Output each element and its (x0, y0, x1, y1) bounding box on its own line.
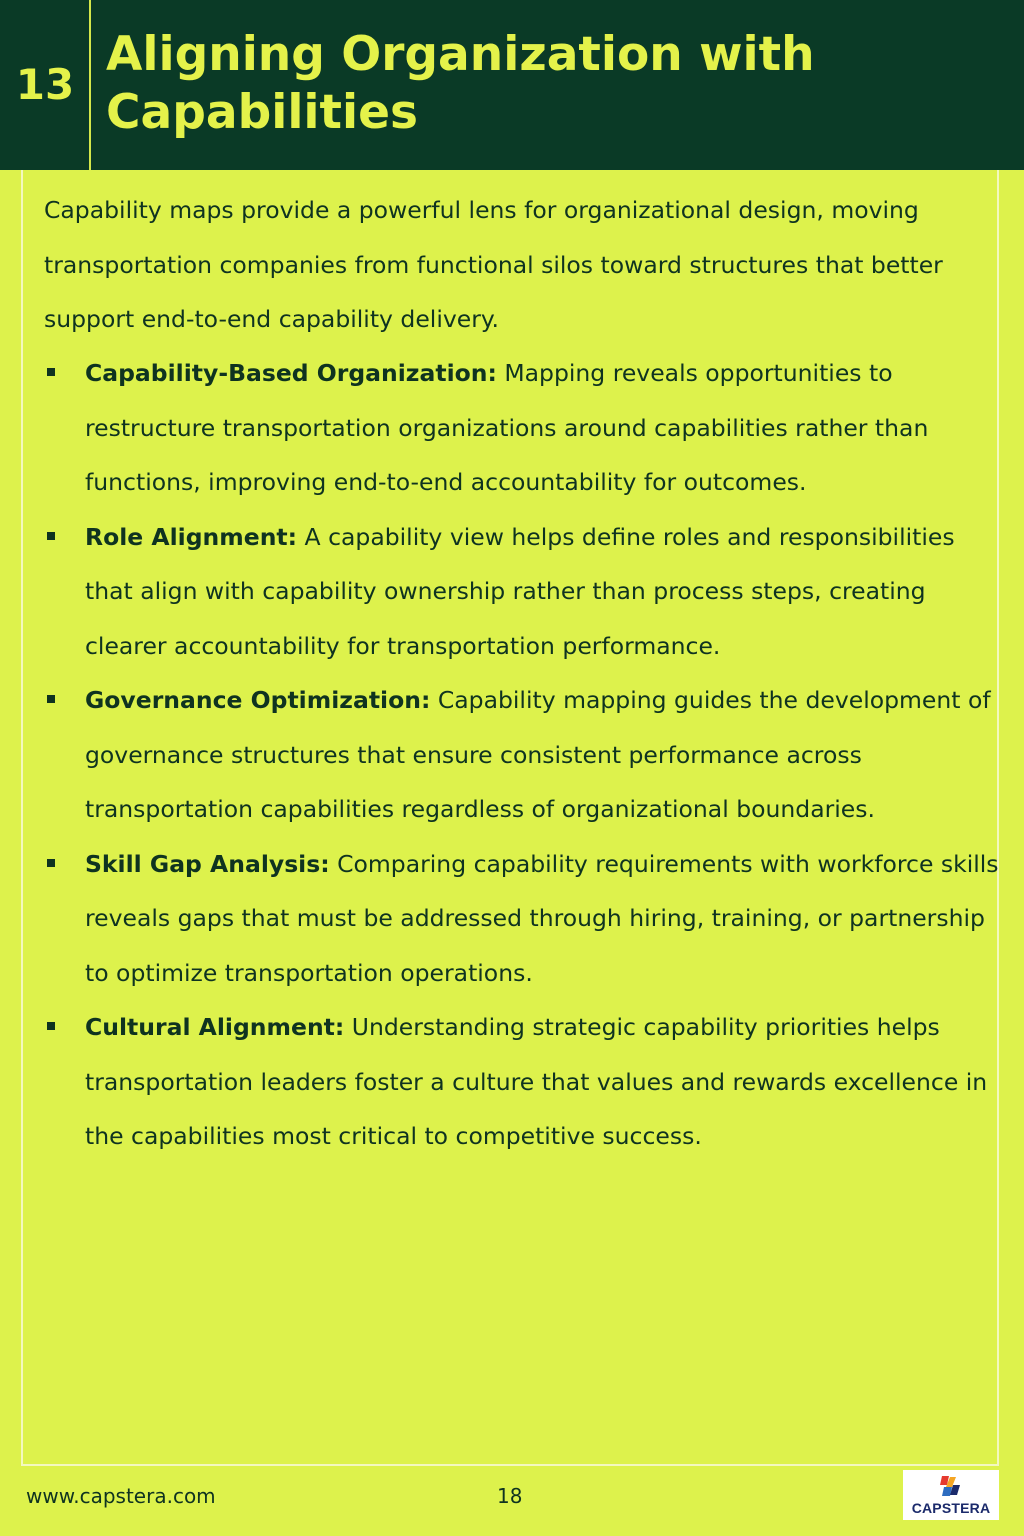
square-bullet-icon (47, 532, 55, 540)
bullet-title: Governance Optimization: (85, 686, 431, 714)
header-divider (89, 0, 91, 170)
page-title (106, 26, 1006, 142)
logo-text: CAPSTERA (911, 1500, 991, 1516)
title-line-2: Capabilities (106, 85, 418, 140)
square-bullet-icon (47, 859, 55, 867)
chapter-number: 13 (15, 60, 75, 109)
page-header (0, 0, 1024, 170)
list-item (44, 346, 999, 510)
capstera-logo-icon (938, 1473, 964, 1499)
bullet-title: Capability-Based Organization: (85, 359, 497, 387)
bullet-text: Mapping reveals opportunities to restructure transportation organizations around capabilities rather than functions, improving end-to-end accountability for outcomes. (85, 359, 929, 496)
list-item (44, 837, 999, 1001)
square-bullet-icon (47, 1022, 55, 1030)
bullet-text: Understanding strategic capability priorities helps transportation leaders foster a culture that values and rewards excellence in the capabilities most critical to competitive success. (85, 1013, 988, 1150)
square-bullet-icon (47, 368, 55, 376)
list-item (44, 510, 999, 674)
bullet-text: A capability view helps define roles and responsibilities that align with capability ownership rather than process steps, creating clearer accountability for transportation performance. (85, 522, 955, 660)
bullet-title: Role Alignment: (85, 522, 298, 551)
bullet-title: Cultural Alignment: (85, 1013, 345, 1041)
list-item (44, 1000, 999, 1164)
intro-paragraph: Capability maps provide a powerful lens for organizational design, moving transportation companies from functional silos toward structures that better support end-to-end capability delivery. (44, 196, 943, 333)
title-line-1: Aligning Organization with (106, 27, 815, 82)
bullet-text: Comparing capability requirements with workforce skills reveals gaps that must be addressed through hiring, training, or partnership to optimize transportation operations. (85, 849, 999, 987)
bullet-text: Capability mapping guides the development of governance structures that ensure consistent performance across transportation capabilities regardless of organizational boundaries. (85, 686, 991, 823)
footer-website-link[interactable]: www.capstera.com (26, 1484, 216, 1508)
square-bullet-icon (47, 695, 55, 703)
capstera-logo (903, 1470, 999, 1520)
list-item (44, 673, 999, 837)
bullet-list (44, 346, 999, 1164)
bullet-title: Skill Gap Analysis: (85, 849, 330, 878)
page-number: 18 (497, 1484, 523, 1508)
